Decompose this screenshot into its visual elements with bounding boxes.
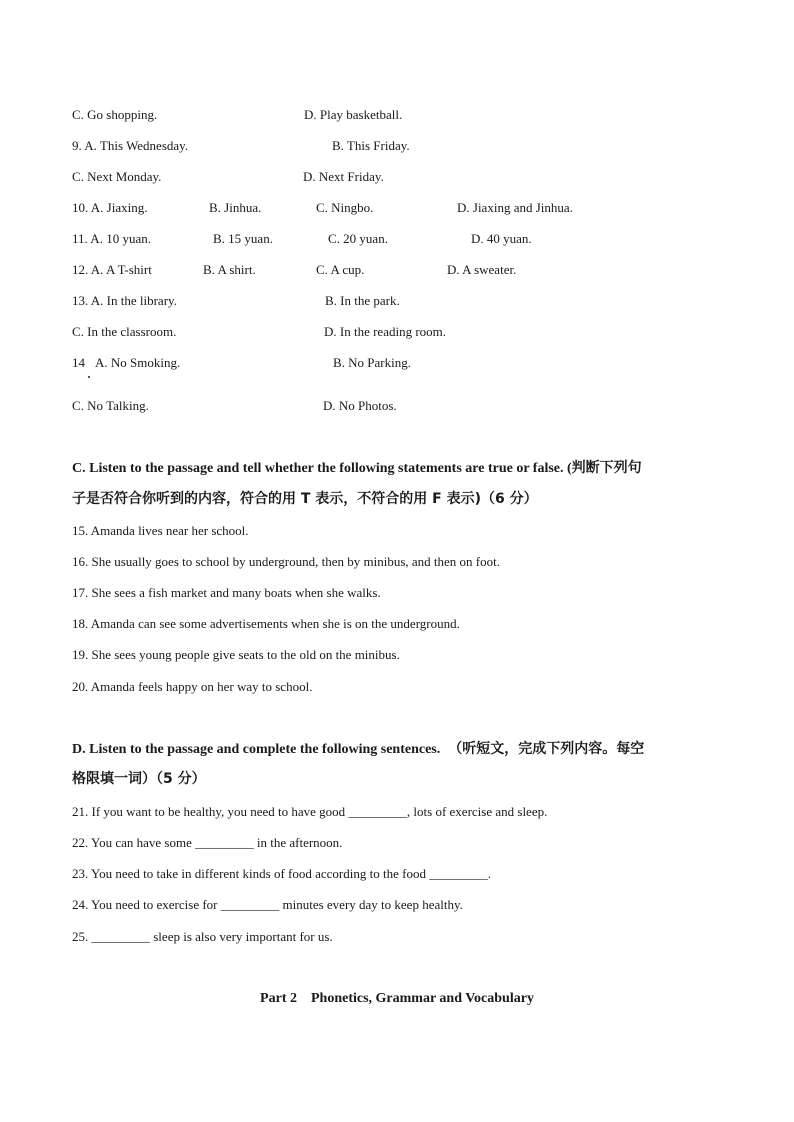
q8-option-c: C. Go shopping. [72,107,158,122]
section-d-heading-en: D. Listen to the passage and complete the following sentences. [72,742,441,757]
statement-18: 18. Amanda can see some advertisements when she is on the underground. [72,616,460,631]
section-c-heading-zh: 判断下列句 [571,460,642,476]
statement-16: 16. She usually goes to school by underground, then by minibus, and then on foot. [72,554,500,569]
q12-option-c: C. A cup. [316,262,365,277]
q13-option-a: 13. A. In the library. [72,293,177,308]
q9-option-b: B. This Friday. [332,138,410,153]
section-c-heading-en: C. Listen to the passage and tell whether the following statements are true or false. ( [72,461,572,476]
q11-option-d: D. 40 yuan. [471,231,532,246]
q10-option-c: C. Ningbo. [316,200,374,215]
sentence-21: 21. If you want to be healthy, you need to have good _________, lots of exercise and sleep. [72,804,548,819]
part-2-title: Part 2 Phonetics, Grammar and Vocabulary [260,991,534,1006]
q10-option-d: D. Jiaxing and Jinhua. [457,200,573,215]
q14-option-a: A. No Smoking. [95,355,181,370]
scan-speck [88,376,90,378]
q9-option-a: 9. A. This Wednesday. [72,138,189,153]
q13-option-b: B. In the park. [325,293,400,308]
q10-option-a: 10. A. Jiaxing. [72,200,148,215]
q13-option-c: C. In the classroom. [72,324,177,339]
q14-option-b: B. No Parking. [333,355,411,370]
sentence-22: 22. You can have some _________ in the afternoon. [72,835,343,850]
statement-19: 19. She sees young people give seats to the old on the minibus. [72,647,400,662]
q8-option-d: D. Play basketball. [304,107,403,122]
q14-option-c: C. No Talking. [72,398,149,413]
statement-17: 17. She sees a fish market and many boats when she walks. [72,585,381,600]
section-c-heading-line2: 子是否符合你听到的内容，符合的用 T 表示，不符合的用 F 表示)（6 分） [72,491,538,507]
sentence-24: 24. You need to exercise for _________ minutes every day to keep healthy. [72,897,463,912]
q10-option-b: B. Jinhua. [209,200,262,215]
q13-option-d: D. In the reading room. [324,324,447,339]
q12-option-a: 12. A. A T-shirt [72,262,152,277]
q11-option-a: 11. A. 10 yuan. [72,231,151,246]
section-d-heading-line1 [72,742,644,757]
q14-option-d: D. No Photos. [323,398,397,413]
q11-option-c: C. 20 yuan. [328,231,388,246]
section-d-heading-line2: 格限填一词）（5 分） [72,771,206,787]
q14-number: 14 [72,355,85,370]
statement-15: 15. Amanda lives near her school. [72,523,249,538]
q12-option-b: B. A shirt. [203,262,256,277]
sentence-23: 23. You need to take in different kinds of food according to the food _________. [72,866,491,881]
section-d-heading-zh: （听短文，完成下列内容。每空 [448,741,645,757]
q11-option-b: B. 15 yuan. [213,231,273,246]
q12-option-d: D. A sweater. [447,262,517,277]
section-c-heading-line1 [72,461,642,476]
sentence-25: 25. _________ sleep is also very important for us. [72,929,333,944]
q9-option-d: D. Next Friday. [303,169,384,184]
statement-20: 20. Amanda feels happy on her way to school. [72,679,313,694]
q9-option-c: C. Next Monday. [72,169,162,184]
